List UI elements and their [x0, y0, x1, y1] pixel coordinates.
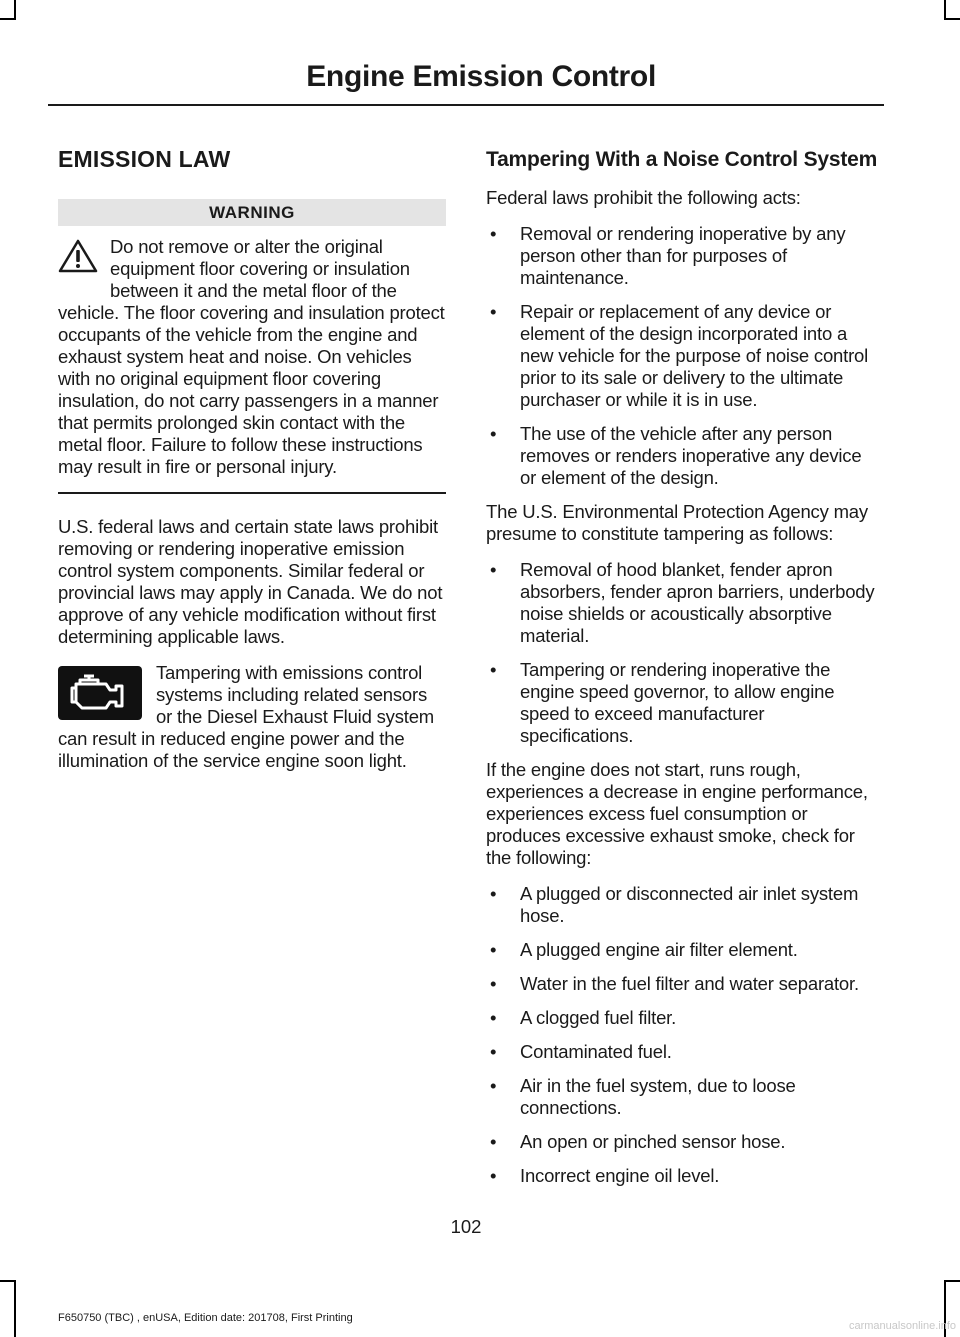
crop-mark-bottom-left-h: [0, 1280, 16, 1282]
emission-law-paragraph: U.S. federal laws and certain state laws prohibit removing or rendering inoperative emission control system components. Similar federal or provincial laws may apply in Canada. We do not approve of any vehicle modification without first determining applicable laws.: [58, 516, 443, 647]
crop-mark-bottom-right-h: [944, 1280, 960, 1282]
list-item: • A plugged engine air filter element.: [490, 939, 798, 960]
list-item: • Removal or rendering inoperative by any person other than for purposes of maintenance.: [490, 223, 846, 288]
crop-mark-top-left-h: [0, 18, 16, 20]
list-item: • A clogged fuel filter.: [490, 1007, 677, 1028]
list-item: • Water in the fuel filter and water separator.: [490, 973, 859, 994]
crop-mark-top-right-v: [944, 0, 946, 20]
warning-triangle-icon: [58, 238, 98, 279]
list-item: • Air in the fuel system, due to loose connections.: [490, 1075, 796, 1118]
header-rule: [48, 104, 884, 106]
list-item: • Incorrect engine oil level.: [490, 1165, 720, 1186]
tampering-note-block: [58, 662, 446, 786]
tampering-note: Tampering with emissions control systems including related sensors or the Diesel Exhaust Fluid system can result in reduced engine power and the illumination of the service engine soon light.: [58, 662, 435, 771]
list-item: • A plugged or disconnected air inlet system hose.: [490, 883, 859, 926]
warning-end-rule: [58, 492, 446, 494]
engine-check-paragraph: If the engine does not start, runs rough, experiences a decrease in engine performance, experiences excess fuel consumption or produces excessive exhaust smoke, check for the following:: [486, 759, 868, 868]
crop-mark-top-right-h: [944, 18, 960, 20]
warning-text: Do not remove or alter the original equipment floor covering or insulation between it and the metal floor of the vehicle. The floor covering and insulation protect occupants of the vehicle from the engine and exhaust system heat and noise. On vehicles with no original equipment floor covering insulation, do not carry passengers in a manner that permits prolonged skin contact with the metal floor. Failure to follow these instructions may result in fire or personal injury.: [58, 236, 445, 477]
check-engine-icon: [58, 666, 142, 725]
section-heading-noise-control: Tampering With a Noise Control System: [486, 148, 878, 171]
epa-paragraph: The U.S. Environmental Protection Agency may presume to constitute tampering as follows:: [486, 501, 868, 544]
watermark: carmanualsonline.info: [848, 1320, 956, 1332]
engine-check-list: [486, 883, 880, 1187]
left-column: [58, 146, 446, 786]
federal-laws-intro: Federal laws prohibit the following acts:: [486, 187, 801, 208]
right-column: [486, 146, 880, 1199]
page-header-title: Engine Emission Control: [306, 60, 656, 93]
section-heading-emission-law: EMISSION LAW: [58, 146, 231, 172]
crop-mark-top-left-v: [14, 0, 16, 20]
footer-edition-info: F650750 (TBC) , enUSA, Edition date: 201708, First Printing: [58, 1312, 353, 1324]
tampering-list: [486, 559, 880, 747]
list-item: • Repair or replacement of any device or element of the design incorporated into a new vehicle for the purpose of noise control prior to its sale or delivery to the ultimate purchaser or while it is in use.: [490, 301, 869, 410]
warning-label: WARNING: [58, 199, 446, 226]
warning-block: [58, 236, 446, 492]
prohibited-acts-list: [486, 223, 880, 489]
crop-mark-bottom-left-v: [14, 1280, 16, 1337]
list-item: • Removal of hood blanket, fender apron absorbers, fender apron barriers, underbody noise shields or acoustically absorptive material.: [490, 559, 875, 646]
list-item: • Contaminated fuel.: [490, 1041, 672, 1062]
page-number: 102: [450, 1216, 482, 1237]
list-item: • The use of the vehicle after any person removes or renders inoperative any device or element of the design.: [490, 423, 862, 488]
list-item: • Tampering or rendering inoperative the engine speed governor, to allow engine speed to exceed manufacturer specifications.: [490, 659, 835, 746]
list-item: • An open or pinched sensor hose.: [490, 1131, 786, 1152]
